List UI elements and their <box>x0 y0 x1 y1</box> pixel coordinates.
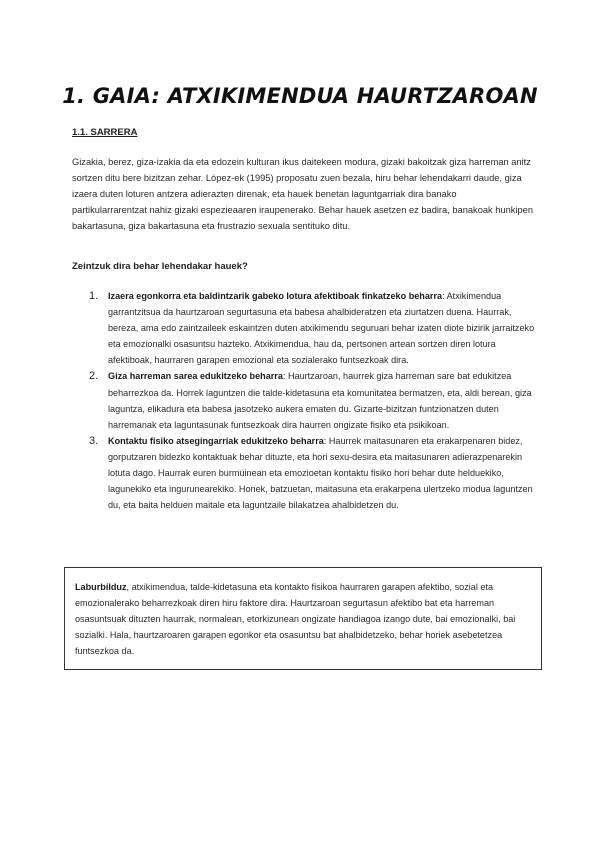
list-item-title: Giza harreman sarea edukitzeko beharra <box>108 371 283 382</box>
list-item <box>89 433 538 513</box>
list-item-number: 3. <box>89 434 99 447</box>
list-item <box>89 368 538 432</box>
list-item-number: 1. <box>89 290 99 302</box>
list-item-text: : Atxikimendua garrantzitsua da haurtzaroan segurtasuna eta babesa ahalbideratzen eta ziurtatzen duena. Haurrak, bereza, ama edo zaintzaileek eskaintzen duten atxikimendu seguruari behar izaten diote bizirik jarraitzeko eta emozionalki osasuntsu hazteko. Atxikimendua, hau da, pertsonen artean sortzen diren lotura afektiboak, haurraren garapen emozional eta sozialerako funtsezkoak dira. <box>108 291 535 366</box>
needs-list <box>89 288 538 513</box>
list-item-title: Izaera egonkorra eta baldintzarik gabeko lotura afektiboak finkatzeko beharra <box>108 291 443 301</box>
section-heading: 1.1. SARRERA <box>72 127 138 138</box>
summary-text: , atxikimendua, talde-kidetasuna eta kontakto fisikoa haurraren garapen afektibo, sozial eta emozionalerako beharrezkoak diren hiru faktore dira. Haurtzaroan segurtasun afektibo bat eta harreman osasuntsuak dituzten haurrak, normalean, etorkizunean ongizate handiagoa izango dute, bai emozionalki, bai sozialki. Hala, haurtzaroaren garapen egonkor eta osasuntsu bat ahalbidetzeko, behar horiek asebetetzea funtsezkoa da. <box>75 582 516 657</box>
list-item-number: 2. <box>89 370 99 383</box>
summary-box <box>64 567 542 670</box>
question-heading: Zeintzuk dira behar lehendakar hauek? <box>72 261 248 272</box>
list-item-text: : Haurrek maitasunaren eta erakarpenaren bidez, gorputzaren bidezko kontaktuak behar dituzte, eta hori sexu-desira eta maitasunaren adierazpenarekin lotuta dago. Haurrak euren burmuinean eta emozioetan kontaktu fisiko hori behar dute helduekiko, lagunekiko eta ingurunearekiko. Honek, batzuetan, maitasuna eta erakarpena ulertzeko modua laguntzen du, eta baita helduen maitale eta laguntzaile bilakatzea ahalbidetzen du. <box>108 435 533 511</box>
page-title: 1. GAIA: ATXIKIMENDUA HAURTZAROAN <box>62 84 538 108</box>
list-item-text: : Haurtzaroan, haurrek giza harreman sare bat edukitzea beharrezkoa da. Horrek laguntzen die talde-kidetasuna eta komunitatea bermatzen, eta, aldi berean, giza laguntza, elikadura eta babesa jasotzeko aukera ematen du. Gizarte-bizitzan funtzionatzen duten harremanak eta laguntasunak funtsezkoak dira haurren ongizate fisiko eta psikikoan. <box>108 371 532 430</box>
list-item <box>89 288 538 368</box>
summary-lead: Laburbilduz <box>75 582 127 592</box>
list-item-title: Kontaktu fisiko atsegingarriak edukitzeko beharra <box>108 435 324 446</box>
intro-paragraph: Gizakia, berez, giza-izakia da eta edozein kulturan ikus daitekeen modura, gizaki bakoitzak giza harreman anitz sortzen ditu bere bizitzan zehar. López-ek (1995) proposatu zuen bezala, hiru behar lehendakarri daude, giza izaera duten loturen antzera adierazten direnak, eta hauek benetan laguntgarriak dira banako partikularrarentzat nahiz gizaki espezieaaren iraupenerako. Behar hauek asetzen ez badira, banakoak hunkipen bakartasuna, giza bakartasuna eta frustrazio sexuala sentituko ditu. <box>72 157 534 232</box>
